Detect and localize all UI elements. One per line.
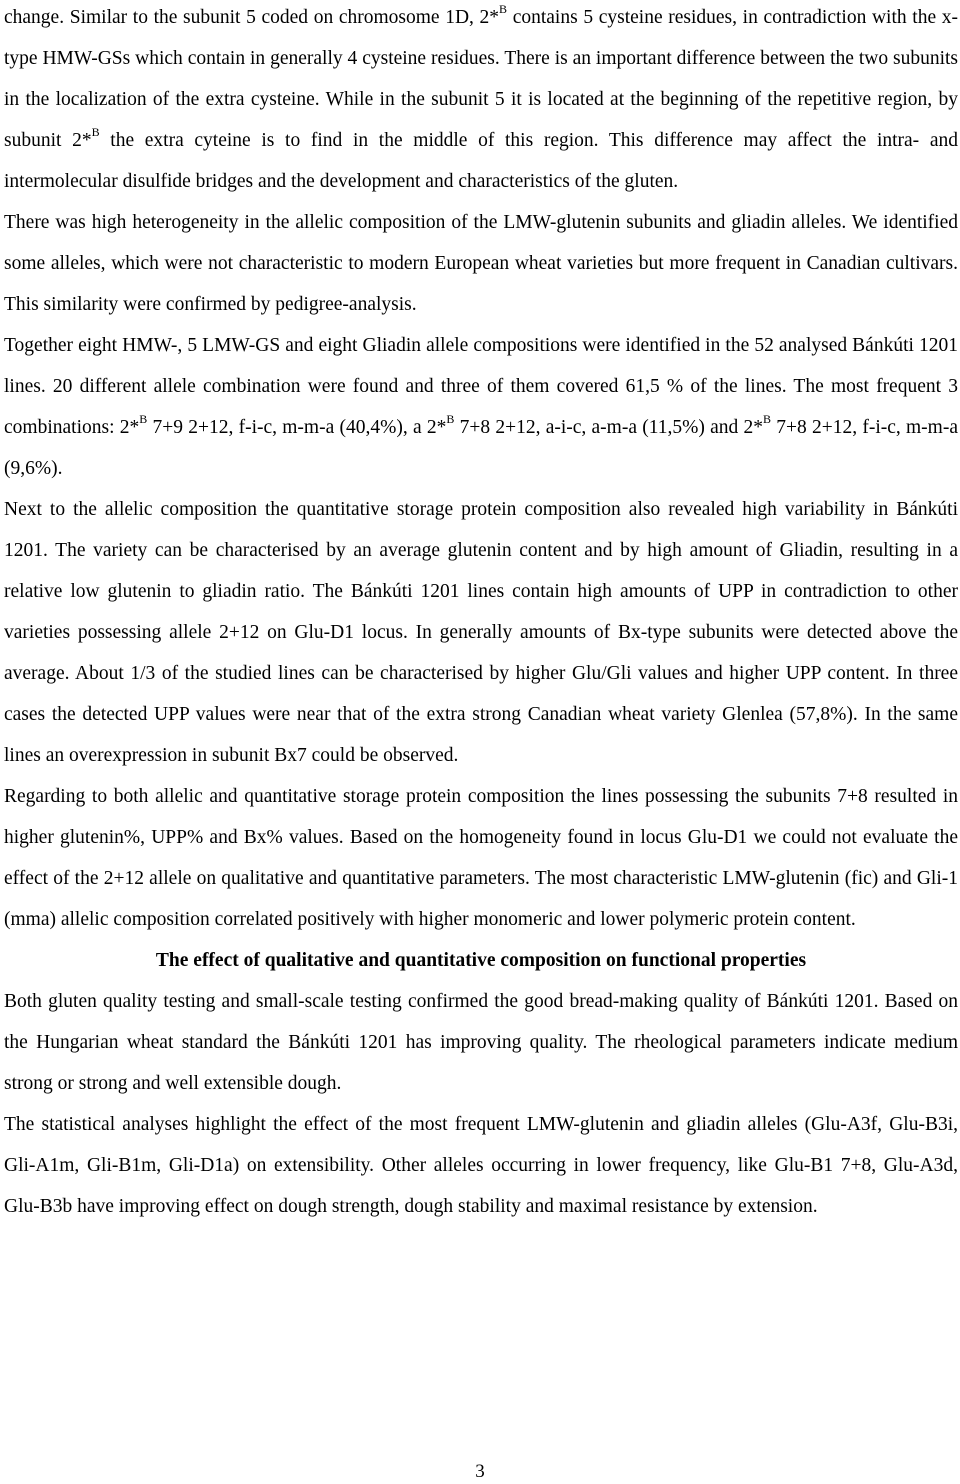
text-run: 7+8 2+12, a-i-c, a-m-a (11,5%) and 2* bbox=[454, 417, 763, 438]
text-run: The statistical analyses highlight the effect of the most frequent LMW-glutenin and gliadin alleles (Glu-A3f, Glu-B3i, Gli-A1m, Gli-B1m, Gli-D1a) on extensibility. Other alleles occurring in lower frequency, like Glu-B1 7+8, Glu-A3d, Glu-B3b have improving effect on dough strength, dough stability and maximal resistance by extension. bbox=[4, 1114, 958, 1217]
section-heading: The effect of qualitative and quantitative composition on functional properties bbox=[155, 950, 807, 971]
superscript: B bbox=[139, 411, 148, 426]
text-run: the extra cyteine is to find in the middle of this region. This difference may affect the intra- and intermolecular disulfide bridges and the development and characteristics of the gluten. bbox=[4, 130, 958, 192]
paragraph-p5 bbox=[4, 776, 958, 940]
text-run: Both gluten quality testing and small-scale testing confirmed the good bread-making quality of Bánkúti 1201. Based on the Hungarian wheat standard the Bánkúti 1201 has improving quality. The rheological parameters indicate medium strong or strong and well extensible dough. bbox=[4, 991, 958, 1094]
document-page bbox=[4, 0, 958, 1227]
text-run: 7+9 2+12, f-i-c, m-m-a (40,4%), a 2* bbox=[147, 417, 447, 438]
text-run: There was high heterogeneity in the allelic composition of the LMW-glutenin subunits and gliadin alleles. We identified some alleles, which were not characteristic to modern European wheat varieties but more frequent in Canadian cultivars. This similarity were confirmed by pedigree-analysis. bbox=[4, 212, 958, 315]
superscript: B bbox=[763, 411, 772, 426]
text-run: contains 5 cysteine residues, in contradiction with the x-type HMW-GSs which contain in generally 4 cysteine residues. There is an important difference between the two subunits in the localization of the extra cysteine. While in the subunit 5 it is located at the beginning of the repetitive region, by subunit 2* bbox=[4, 7, 958, 151]
text-run: 7+8 2+12, f-i-c, m-m-a (9,6%). bbox=[4, 417, 958, 479]
superscript: B bbox=[499, 1, 508, 16]
superscript: B bbox=[446, 411, 455, 426]
paragraph-p1 bbox=[4, 0, 958, 202]
paragraph-p4 bbox=[4, 489, 958, 776]
text-run: Together eight HMW-, 5 LMW-GS and eight Gliadin allele compositions were identified in the 52 analysed Bánkúti 1201 lines. 20 different allele combination were found and three of them covered 61,5 % of the lines. The most frequent 3 combinations: 2* bbox=[4, 335, 958, 438]
text-run: Regarding to both allelic and quantitative storage protein composition the lines possessing the subunits 7+8 resulted in higher glutenin%, UPP% and Bx% values. Based on the homogeneity found in locus Glu-D1 we could not evaluate the effect of the 2+12 allele on qualitative and quantitative parameters. The most characteristic LMW-glutenin (fic) and Gli-1 (mma) allelic composition correlated positively with higher monomeric and lower polymeric protein content. bbox=[4, 786, 958, 930]
paragraph-p7 bbox=[4, 1104, 958, 1227]
body-text-section-after-heading bbox=[4, 981, 958, 1227]
text-run: change. Similar to the subunit 5 coded on chromosome 1D, 2* bbox=[4, 7, 500, 28]
paragraph-p6 bbox=[4, 981, 958, 1104]
body-text-section bbox=[4, 0, 958, 940]
paragraph-p2 bbox=[4, 202, 958, 325]
paragraph-p3 bbox=[4, 325, 958, 489]
page-number: 3 bbox=[475, 1461, 485, 1482]
superscript: B bbox=[91, 124, 100, 139]
text-run: Next to the allelic composition the quantitative storage protein composition also revealed high variability in Bánkúti 1201. The variety can be characterised by an average glutenin content and by high amount of Gliadin, resulting in a relative low glutenin to gliadin ratio. The Bánkúti 1201 lines contain high amounts of UPP in contradiction to other varieties possessing allele 2+12 on Glu-D1 locus. In generally amounts of Bx-type subunits were detected above the average. About 1/3 of the studied lines can be characterised by higher Glu/Gli values and higher UPP content. In three cases the detected UPP values were near that of the extra strong Canadian wheat variety Glenlea (57,8%). In the same lines an overexpression in subunit Bx7 could be observed. bbox=[4, 499, 958, 766]
